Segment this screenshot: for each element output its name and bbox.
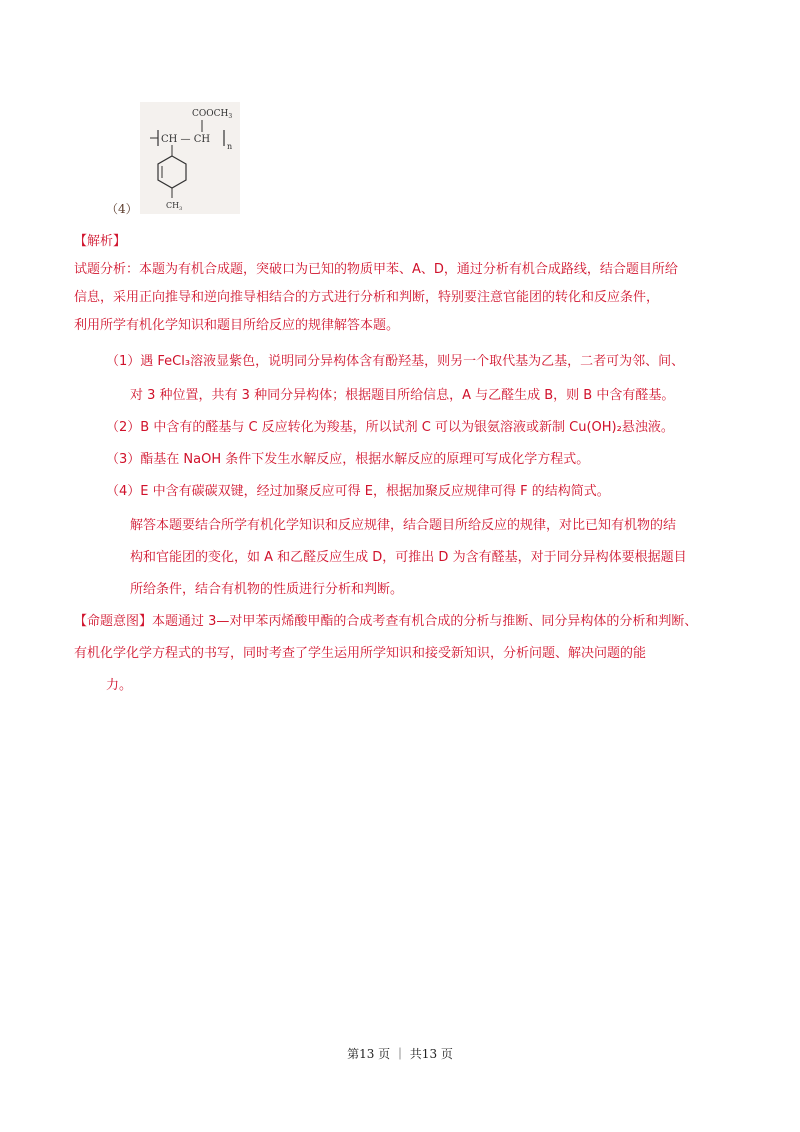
analysis-item-1: （1）遇 FeCl₃溶液显紫色，说明同分异构体含有酚羟基，则另一个取代基为乙基，二者可为邻、间、 bbox=[106, 354, 685, 369]
polymer-structure-figure bbox=[140, 102, 240, 214]
analysis-paragraph-line: 利用所学有机化学知识和题目所给反应的规律解答本题。 bbox=[74, 318, 400, 333]
intent-line: 【命题意图】本题通过 3—对甲苯丙烯酸甲酯的合成考查有机合成的分析与推断、同分异构体的分析和判断、 bbox=[74, 614, 698, 629]
analysis-item-2: （2）B 中含有的醛基与 C 反应转化为羧基，所以试剂 C 可以为银氨溶液或新制 Cu(OH)₂悬浊液。 bbox=[106, 420, 674, 435]
analysis-item-3: （3）酯基在 NaOH 条件下发生水解反应，根据水解反应的原理可写成化学方程式。 bbox=[106, 452, 590, 467]
summary-line: 解答本题要结合所学有机化学知识和反应规律，结合题目所给反应的规律，对比已知有机物的结 bbox=[130, 518, 677, 533]
page-footer: 第13 页 ｜ 共13 页 bbox=[347, 1047, 453, 1061]
summary-line: 所给条件，结合有机物的性质进行分析和判断。 bbox=[130, 582, 404, 597]
repeat-subscript: n bbox=[227, 142, 233, 151]
question-4-label: （4） bbox=[106, 202, 138, 216]
summary-line: 构和官能团的变化，如 A 和乙醛反应生成 D，可推出 D 为含有醛基，对于同分异构体要根据题目 bbox=[130, 550, 687, 565]
intent-line: 有机化学化学方程式的书写，同时考查了学生运用所学知识和接受新知识，分析问题、解决问题的能 bbox=[74, 646, 647, 661]
analysis-item-4: （4）E 中含有碳碳双键，经过加聚反应可得 E，根据加聚反应规律可得 F 的结构简式。 bbox=[106, 484, 610, 499]
intent-line: 力。 bbox=[106, 678, 133, 693]
analysis-paragraph-line: 信息，采用正向推导和逆向推导相结合的方式进行分析和判断，特别要注意官能团的转化和反应条件， bbox=[74, 290, 660, 305]
analysis-item-1-continued: 对 3 种位置，共有 3 种同分异构体；根据题目所给信息，A 与乙醛生成 B，则 B 中含有醛基。 bbox=[130, 388, 675, 403]
ch3-label: $CH_3$ bbox=[166, 201, 183, 212]
backbone-label: CH — CH bbox=[161, 134, 211, 145]
analysis-heading: 【解析】 bbox=[74, 234, 127, 249]
cooch3-label: $COOCH_3$ bbox=[192, 109, 233, 120]
analysis-paragraph-line: 试题分析：本题为有机合成题，突破口为已知的物质甲苯、A、D，通过分析有机合成路线，结合题目所给 bbox=[74, 262, 678, 277]
